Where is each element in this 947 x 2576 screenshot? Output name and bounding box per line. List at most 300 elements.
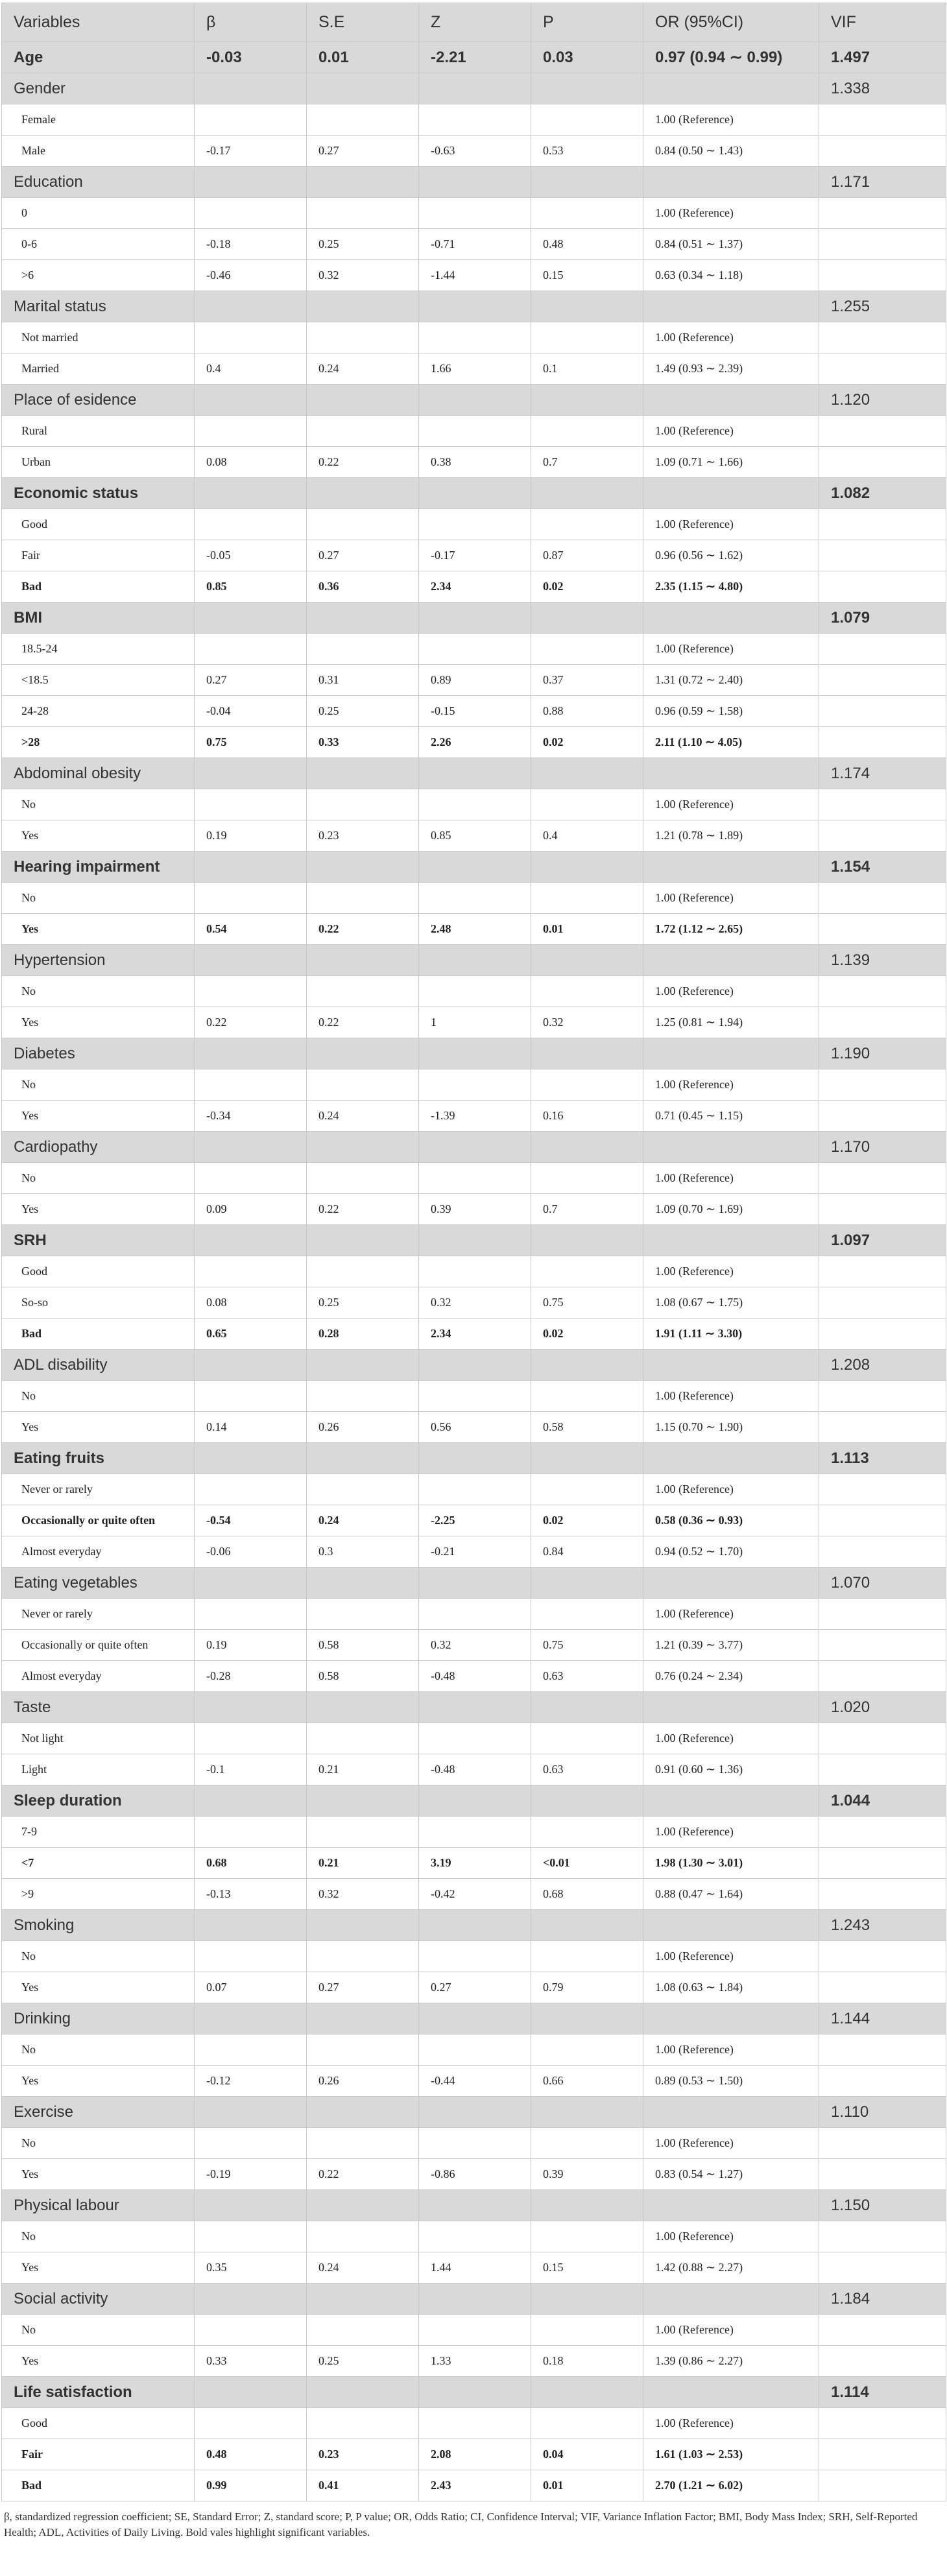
z-cell — [419, 1910, 531, 1941]
p-cell: 0.4 — [531, 820, 643, 852]
se-cell — [307, 1474, 419, 1505]
z-cell — [419, 1568, 531, 1599]
vif-cell — [819, 1941, 946, 1972]
variable-cell: No — [2, 976, 195, 1007]
group-row — [2, 1038, 946, 1069]
table-row — [2, 2315, 946, 2346]
or-ci-cell: 1.00 (Reference) — [643, 1817, 819, 1848]
se-cell: 0.26 — [307, 1412, 419, 1443]
or-ci-cell: 1.91 (1.11 ∼ 3.30) — [643, 1318, 819, 1350]
beta-cell — [195, 883, 307, 914]
beta-cell: -0.13 — [195, 1879, 307, 1910]
z-cell: 0.32 — [419, 1287, 531, 1318]
se-cell: 0.25 — [307, 696, 419, 727]
beta-cell: 0.75 — [195, 727, 307, 758]
table-row — [2, 1599, 946, 1630]
z-cell — [419, 1443, 531, 1474]
or-ci-cell: 1.15 (0.70 ∼ 1.90) — [643, 1412, 819, 1443]
p-cell: 0.66 — [531, 2066, 643, 2097]
beta-cell — [195, 1723, 307, 1754]
z-cell: 2.43 — [419, 2470, 531, 2501]
beta-cell — [195, 2190, 307, 2221]
or-ci-cell: 1.98 (1.30 ∼ 3.01) — [643, 1848, 819, 1879]
or-ci-cell: 0.88 (0.47 ∼ 1.64) — [643, 1879, 819, 1910]
variable-cell: Economic status — [2, 478, 195, 509]
table-row — [2, 2221, 946, 2252]
table-row — [2, 198, 946, 229]
table-row — [2, 1630, 946, 1661]
or-ci-cell — [643, 602, 819, 634]
se-cell — [307, 1941, 419, 1972]
z-cell: 1.33 — [419, 2346, 531, 2377]
table-row — [2, 1848, 946, 1879]
p-cell — [531, 1069, 643, 1101]
vif-cell: 1.174 — [819, 758, 946, 789]
vif-cell — [819, 1817, 946, 1848]
or-ci-cell — [643, 2284, 819, 2315]
table-row — [2, 1754, 946, 1785]
or-ci-cell: 1.00 (Reference) — [643, 1256, 819, 1287]
or-ci-cell — [643, 1132, 819, 1163]
beta-cell: 0.54 — [195, 914, 307, 945]
variable-cell: Good — [2, 509, 195, 540]
group-row — [2, 852, 946, 883]
table-row — [2, 447, 946, 478]
variable-cell: 18.5-24 — [2, 634, 195, 665]
table-row — [2, 1661, 946, 1692]
table-row — [2, 540, 946, 571]
beta-cell — [195, 1069, 307, 1101]
se-cell: 0.22 — [307, 447, 419, 478]
p-cell — [531, 1599, 643, 1630]
variable-cell: Fair — [2, 2439, 195, 2470]
z-cell — [419, 1785, 531, 1817]
p-cell — [531, 2003, 643, 2034]
header-variables: Variables — [2, 3, 195, 42]
z-cell: -0.17 — [419, 540, 531, 571]
group-row — [2, 758, 946, 789]
or-ci-cell: 1.00 (Reference) — [643, 1599, 819, 1630]
beta-cell: 0.07 — [195, 1972, 307, 2003]
p-cell: 0.04 — [531, 2439, 643, 2470]
or-ci-cell — [643, 1225, 819, 1256]
or-ci-cell: 1.00 (Reference) — [643, 104, 819, 136]
vif-cell — [819, 883, 946, 914]
z-cell — [419, 976, 531, 1007]
table-row — [2, 789, 946, 820]
se-cell: 0.27 — [307, 136, 419, 167]
z-cell: 2.34 — [419, 571, 531, 602]
beta-cell: 0.85 — [195, 571, 307, 602]
or-ci-cell: 1.00 (Reference) — [643, 509, 819, 540]
group-row — [2, 291, 946, 322]
table-row — [2, 1879, 946, 1910]
vif-cell — [819, 2221, 946, 2252]
beta-cell: -0.18 — [195, 229, 307, 260]
variable-cell: ADL disability — [2, 1350, 195, 1381]
z-cell: -0.15 — [419, 696, 531, 727]
variable-cell: >28 — [2, 727, 195, 758]
p-cell: 0.75 — [531, 1630, 643, 1661]
z-cell: 2.34 — [419, 1318, 531, 1350]
p-cell — [531, 322, 643, 353]
variable-cell: Almost everyday — [2, 1661, 195, 1692]
z-cell — [419, 73, 531, 104]
group-row — [2, 167, 946, 198]
se-cell — [307, 2128, 419, 2159]
variable-cell: Exercise — [2, 2097, 195, 2128]
vif-cell — [819, 2408, 946, 2439]
vif-cell: 1.255 — [819, 291, 946, 322]
beta-cell: -0.46 — [195, 260, 307, 291]
table-row — [2, 1536, 946, 1568]
se-cell — [307, 2377, 419, 2408]
or-ci-cell: 1.00 (Reference) — [643, 2221, 819, 2252]
table-row — [2, 665, 946, 696]
vif-cell: 1.079 — [819, 602, 946, 634]
or-ci-cell: 1.42 (0.88 ∼ 2.27) — [643, 2252, 819, 2284]
group-row — [2, 602, 946, 634]
se-cell — [307, 478, 419, 509]
z-cell — [419, 2284, 531, 2315]
p-cell: 0.87 — [531, 540, 643, 571]
table-row — [2, 1069, 946, 1101]
p-cell: 0.63 — [531, 1754, 643, 1785]
vif-cell — [819, 2034, 946, 2066]
table-row — [2, 1381, 946, 1412]
se-cell: 0.22 — [307, 914, 419, 945]
z-cell — [419, 1692, 531, 1723]
se-cell — [307, 1723, 419, 1754]
p-cell: 0.18 — [531, 2346, 643, 2377]
or-ci-cell: 1.00 (Reference) — [643, 976, 819, 1007]
p-cell — [531, 104, 643, 136]
p-cell: 0.37 — [531, 665, 643, 696]
beta-cell: 0.19 — [195, 820, 307, 852]
vif-cell — [819, 789, 946, 820]
vif-cell — [819, 914, 946, 945]
beta-cell — [195, 104, 307, 136]
se-cell: 0.25 — [307, 229, 419, 260]
vif-cell — [819, 1412, 946, 1443]
p-cell: 0.39 — [531, 2159, 643, 2190]
or-ci-cell: 1.00 (Reference) — [643, 198, 819, 229]
p-cell — [531, 478, 643, 509]
vif-cell — [819, 260, 946, 291]
variable-cell: Yes — [2, 2252, 195, 2284]
p-cell: 0.15 — [531, 2252, 643, 2284]
p-cell — [531, 2097, 643, 2128]
vif-cell — [819, 1536, 946, 1568]
or-ci-cell: 1.00 (Reference) — [643, 2034, 819, 2066]
p-cell — [531, 198, 643, 229]
or-ci-cell: 1.00 (Reference) — [643, 1941, 819, 1972]
vif-cell: 1.114 — [819, 2377, 946, 2408]
beta-cell: -0.03 — [195, 42, 307, 73]
p-cell — [531, 1785, 643, 1817]
vif-cell: 1.170 — [819, 1132, 946, 1163]
se-cell: 0.26 — [307, 2066, 419, 2097]
variable-cell: Urban — [2, 447, 195, 478]
or-ci-cell: 0.94 (0.52 ∼ 1.70) — [643, 1536, 819, 1568]
table-row — [2, 353, 946, 385]
or-ci-cell — [643, 758, 819, 789]
variable-cell: Yes — [2, 1194, 195, 1225]
beta-cell — [195, 1163, 307, 1194]
group-row — [2, 478, 946, 509]
beta-cell: 0.09 — [195, 1194, 307, 1225]
vif-cell — [819, 1163, 946, 1194]
z-cell — [419, 602, 531, 634]
p-cell — [531, 509, 643, 540]
p-cell — [531, 1474, 643, 1505]
vif-cell — [819, 1069, 946, 1101]
p-cell — [531, 883, 643, 914]
vif-cell: 1.184 — [819, 2284, 946, 2315]
p-cell — [531, 2221, 643, 2252]
variable-cell: Age — [2, 42, 195, 73]
or-ci-cell: 1.00 (Reference) — [643, 1069, 819, 1101]
se-cell — [307, 758, 419, 789]
vif-cell — [819, 1723, 946, 1754]
p-cell — [531, 416, 643, 447]
vif-cell — [819, 540, 946, 571]
se-cell — [307, 509, 419, 540]
beta-cell — [195, 1785, 307, 1817]
vif-cell — [819, 727, 946, 758]
se-cell: 0.58 — [307, 1630, 419, 1661]
variable-cell: No — [2, 1163, 195, 1194]
vif-cell: 1.113 — [819, 1443, 946, 1474]
variable-cell: Bad — [2, 571, 195, 602]
z-cell: -2.25 — [419, 1505, 531, 1536]
vif-cell — [819, 665, 946, 696]
beta-cell: 0.08 — [195, 447, 307, 478]
z-cell: -2.21 — [419, 42, 531, 73]
se-cell — [307, 416, 419, 447]
z-cell: -0.42 — [419, 1879, 531, 1910]
se-cell — [307, 1069, 419, 1101]
se-cell — [307, 602, 419, 634]
vif-cell — [819, 696, 946, 727]
z-cell — [419, 478, 531, 509]
variable-cell: Rural — [2, 416, 195, 447]
table-row — [2, 509, 946, 540]
p-cell: 0.1 — [531, 353, 643, 385]
group-row — [2, 2284, 946, 2315]
beta-cell — [195, 385, 307, 416]
vif-cell: 1.070 — [819, 1568, 946, 1599]
variable-cell: Yes — [2, 1101, 195, 1132]
variable-cell: Diabetes — [2, 1038, 195, 1069]
variable-cell: Occasionally or quite often — [2, 1505, 195, 1536]
variable-cell: Almost everyday — [2, 1536, 195, 1568]
z-cell: -0.86 — [419, 2159, 531, 2190]
table-row — [2, 1007, 946, 1038]
table-row — [2, 1101, 946, 1132]
beta-cell: 0.4 — [195, 353, 307, 385]
or-ci-cell: 0.84 (0.50 ∼ 1.43) — [643, 136, 819, 167]
z-cell — [419, 198, 531, 229]
table-row — [2, 229, 946, 260]
table-row — [2, 322, 946, 353]
group-row — [2, 1910, 946, 1941]
or-ci-cell — [643, 945, 819, 976]
se-cell — [307, 1785, 419, 1817]
beta-cell — [195, 1568, 307, 1599]
vif-cell — [819, 1194, 946, 1225]
beta-cell — [195, 789, 307, 820]
table-row — [2, 1287, 946, 1318]
variable-cell: No — [2, 2221, 195, 2252]
se-cell: 0.24 — [307, 1101, 419, 1132]
variable-cell: No — [2, 2128, 195, 2159]
beta-cell: -0.05 — [195, 540, 307, 571]
se-cell: 0.24 — [307, 353, 419, 385]
group-row — [2, 945, 946, 976]
se-cell — [307, 789, 419, 820]
se-cell — [307, 385, 419, 416]
z-cell: 0.38 — [419, 447, 531, 478]
vif-cell — [819, 1287, 946, 1318]
regression-table — [1, 3, 946, 2501]
beta-cell: -0.1 — [195, 1754, 307, 1785]
vif-cell — [819, 1661, 946, 1692]
group-row — [2, 2003, 946, 2034]
vif-cell — [819, 2252, 946, 2284]
z-cell: 2.26 — [419, 727, 531, 758]
variable-cell: Yes — [2, 1412, 195, 1443]
vif-cell — [819, 2315, 946, 2346]
vif-cell — [819, 2470, 946, 2501]
p-cell: 0.01 — [531, 914, 643, 945]
table-row — [2, 2439, 946, 2470]
se-cell: 0.21 — [307, 1754, 419, 1785]
beta-cell — [195, 2097, 307, 2128]
z-cell — [419, 883, 531, 914]
or-ci-cell — [643, 2377, 819, 2408]
z-cell — [419, 416, 531, 447]
z-cell — [419, 167, 531, 198]
p-cell: 0.02 — [531, 1505, 643, 1536]
p-cell: 0.32 — [531, 1007, 643, 1038]
variable-cell: No — [2, 883, 195, 914]
variable-cell: Abdominal obesity — [2, 758, 195, 789]
beta-cell — [195, 2128, 307, 2159]
table-row — [2, 2066, 946, 2097]
table-row — [2, 2128, 946, 2159]
variable-cell: Yes — [2, 820, 195, 852]
group-row — [2, 1225, 946, 1256]
z-cell — [419, 789, 531, 820]
beta-cell: 0.22 — [195, 1007, 307, 1038]
variable-cell: No — [2, 2034, 195, 2066]
p-cell — [531, 945, 643, 976]
or-ci-cell: 1.72 (1.12 ∼ 2.65) — [643, 914, 819, 945]
z-cell: 1.44 — [419, 2252, 531, 2284]
beta-cell: -0.06 — [195, 1536, 307, 1568]
se-cell — [307, 1256, 419, 1287]
p-cell: 0.79 — [531, 1972, 643, 2003]
beta-cell: -0.04 — [195, 696, 307, 727]
header-vif: VIF — [819, 3, 946, 42]
z-cell — [419, 385, 531, 416]
variable-cell: Yes — [2, 2066, 195, 2097]
beta-cell — [195, 1941, 307, 1972]
group-row — [2, 1443, 946, 1474]
beta-cell — [195, 1225, 307, 1256]
or-ci-cell: 0.96 (0.59 ∼ 1.58) — [643, 696, 819, 727]
variable-cell: So-so — [2, 1287, 195, 1318]
p-cell — [531, 1038, 643, 1069]
se-cell: 0.25 — [307, 1287, 419, 1318]
p-cell: 0.16 — [531, 1101, 643, 1132]
or-ci-cell — [643, 73, 819, 104]
z-cell: 0.56 — [419, 1412, 531, 1443]
p-cell — [531, 634, 643, 665]
vif-cell: 1.208 — [819, 1350, 946, 1381]
se-cell — [307, 1163, 419, 1194]
z-cell — [419, 2097, 531, 2128]
variable-cell: Married — [2, 353, 195, 385]
vif-cell — [819, 571, 946, 602]
variable-cell: Yes — [2, 2159, 195, 2190]
group-row — [2, 1692, 946, 1723]
variable-cell: Life satisfaction — [2, 2377, 195, 2408]
table-row — [2, 1941, 946, 1972]
variable-cell: Good — [2, 2408, 195, 2439]
variable-cell: BMI — [2, 602, 195, 634]
variable-cell: Light — [2, 1754, 195, 1785]
p-cell — [531, 291, 643, 322]
variable-cell: <18.5 — [2, 665, 195, 696]
vif-cell — [819, 1879, 946, 1910]
p-cell — [531, 758, 643, 789]
variable-cell: Education — [2, 167, 195, 198]
or-ci-cell: 2.35 (1.15 ∼ 4.80) — [643, 571, 819, 602]
or-ci-cell — [643, 2190, 819, 2221]
or-ci-cell: 1.00 (Reference) — [643, 1381, 819, 1412]
z-cell: 0.39 — [419, 1194, 531, 1225]
se-cell — [307, 322, 419, 353]
p-cell — [531, 1723, 643, 1754]
group-row — [2, 1785, 946, 1817]
z-cell: -0.44 — [419, 2066, 531, 2097]
or-ci-cell: 0.91 (0.60 ∼ 1.36) — [643, 1754, 819, 1785]
or-ci-cell — [643, 1568, 819, 1599]
group-row — [2, 2377, 946, 2408]
or-ci-cell: 1.00 (Reference) — [643, 634, 819, 665]
table-row — [2, 104, 946, 136]
or-ci-cell — [643, 385, 819, 416]
se-cell — [307, 1350, 419, 1381]
se-cell — [307, 1038, 419, 1069]
table-row — [2, 1972, 946, 2003]
or-ci-cell: 1.49 (0.93 ∼ 2.39) — [643, 353, 819, 385]
p-cell — [531, 2408, 643, 2439]
variable-cell: 0 — [2, 198, 195, 229]
variable-cell: No — [2, 1941, 195, 1972]
table-row — [2, 1163, 946, 1194]
variable-cell: Never or rarely — [2, 1599, 195, 1630]
z-cell — [419, 1069, 531, 1101]
vif-cell — [819, 198, 946, 229]
se-cell: 0.32 — [307, 1879, 419, 1910]
beta-cell: -0.19 — [195, 2159, 307, 2190]
p-cell: 0.68 — [531, 1879, 643, 1910]
or-ci-cell: 1.00 (Reference) — [643, 1474, 819, 1505]
p-cell: 0.02 — [531, 1318, 643, 1350]
